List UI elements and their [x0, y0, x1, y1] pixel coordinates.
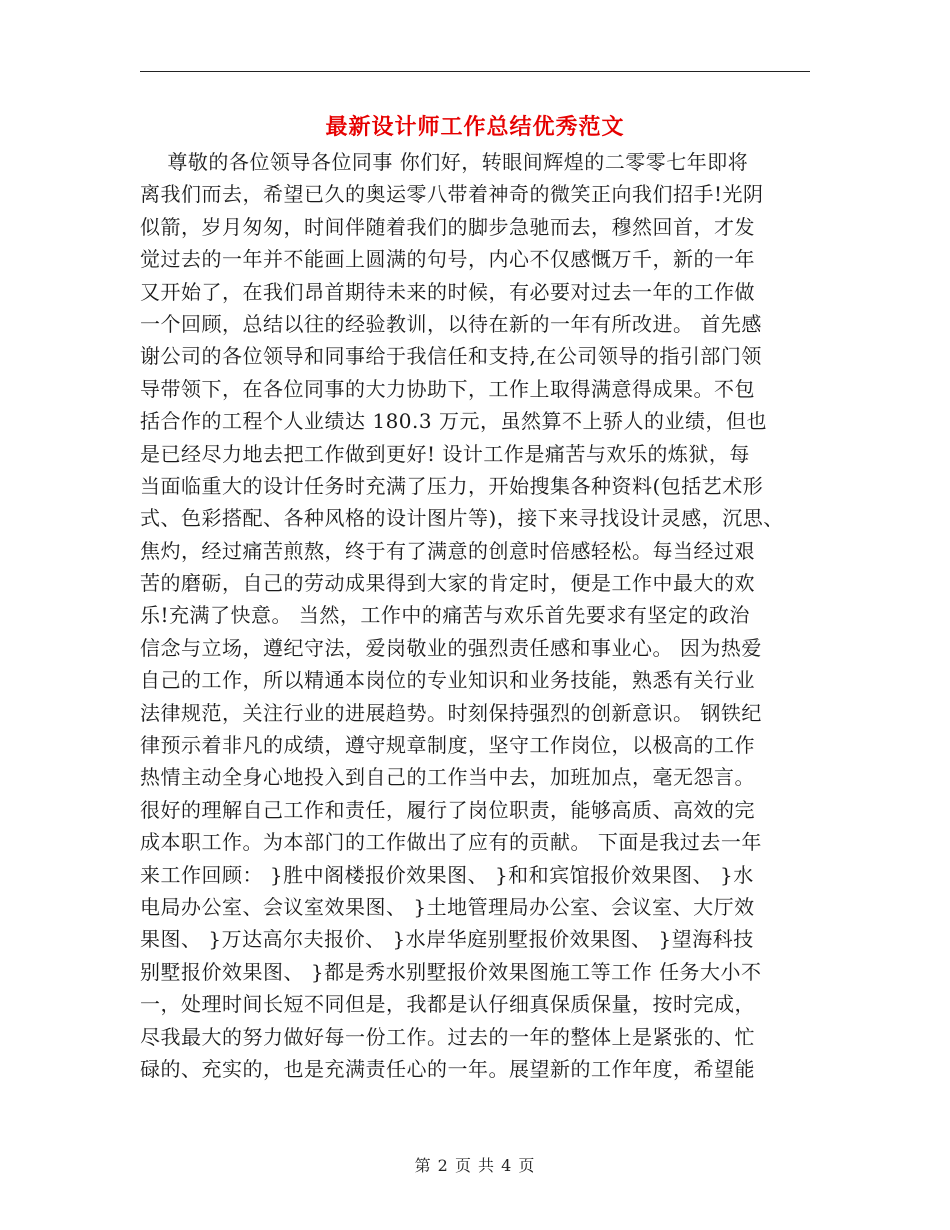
- text-line: 果图、 }万达高尔夫报价、 }水岸华庭别墅报价效果图、 }望海科技: [140, 927, 754, 952]
- text-line: 来工作回顾： }胜中阁楼报价效果图、 }和和宾馆报价效果图、 }水: [140, 862, 754, 887]
- text-line: 式、色彩搭配、各种风格的设计图片等)，接下来寻找设计灵感，沉思、: [140, 506, 784, 531]
- text-line: 觉过去的一年并不能画上圆满的句号，内心不仅感慨万千，新的一年: [140, 247, 755, 272]
- text-line: 一个回顾，总结以往的经验教训，以待在新的一年有所改进。 首先感: [140, 311, 762, 336]
- text-line: 离我们而去，希望已久的奥运零八带着神奇的微笑正向我们招手!光阴: [140, 182, 764, 207]
- text-line: 是已经尽力地去把工作做到更好! 设计工作是痛苦与欢乐的炼狱，每: [140, 441, 750, 466]
- text-line: 法律规范，关注行业的进展趋势。时刻保持强烈的创新意识。 钢铁纪: [140, 700, 762, 725]
- text-line: 成本职工作。为本部门的工作做出了应有的贡献。 下面是我过去一年: [140, 830, 762, 855]
- document-title: 最新设计师工作总结优秀范文: [325, 115, 625, 140]
- text-line: 乐!充满了快意。 当然，工作中的痛苦与欢乐首先要求有坚定的政治: [140, 603, 750, 628]
- text-line: 碌的、充实的，也是充满责任心的一年。展望新的工作年度，希望能: [140, 1056, 755, 1081]
- text-line: 自己的工作，所以精通本岗位的专业知识和业务技能，熟悉有关行业: [140, 668, 755, 693]
- text-line: 苦的磨砺，自己的劳动成果得到大家的肯定时，便是工作中最大的欢: [140, 571, 755, 596]
- body-text: [140, 146, 800, 1085]
- text-line: 别墅报价效果图、 }都是秀水别墅报价效果图施工等工作 任务大小不: [140, 959, 762, 984]
- text-line: 很好的理解自己工作和责任，履行了岗位职责，能够高质、高效的完: [140, 797, 755, 822]
- text-line: 又开始了，在我们昂首期待未来的时候，有必要对过去一年的工作做: [140, 279, 755, 304]
- text-line: 信念与立场，遵纪守法，爱岗敬业的强烈责任感和事业心。 因为热爱: [140, 635, 762, 660]
- text-line: 焦灼，经过痛苦煎熬，终于有了满意的创意时倍感轻松。每当经过艰: [140, 538, 755, 563]
- text-line: 尽我最大的努力做好每一份工作。过去的一年的整体上是紧张的、忙: [140, 1024, 755, 1049]
- text-line: 律预示着非凡的成绩，遵守规章制度，坚守工作岗位，以极高的工作: [140, 733, 755, 758]
- text-line: 热情主动全身心地投入到自己的工作当中去，加班加点，毫无怨言。: [140, 765, 755, 790]
- page-number: 第 2 页 共 4 页: [414, 1156, 536, 1175]
- text-line: 括合作的工程个人业绩达 180.3 万元，虽然算不上骄人的业绩，但也: [140, 409, 767, 434]
- text-line: 当面临重大的设计任务时充满了压力，开始搜集各种资料(包括艺术形: [140, 473, 764, 498]
- header-rule: [140, 71, 810, 72]
- text-line: 谢公司的各位领导和同事给于我信任和支持,在公司领导的指引部门领: [140, 344, 762, 369]
- text-line: 一，处理时间长短不同但是，我都是认仔细真保质保量，按时完成，: [140, 992, 755, 1017]
- text-line: 尊敬的各位领导各位同事 你们好，转眼间辉煌的二零零七年即将: [140, 150, 749, 174]
- text-line: 似箭，岁月匆匆，时间伴随着我们的脚步急驰而去，穆然回首，才发: [140, 214, 755, 239]
- text-line: 导带领下，在各位同事的大力协助下，工作上取得满意得成果。不包: [140, 376, 755, 401]
- text-line: 电局办公室、会议室效果图、 }土地管理局办公室、会议室、大厅效: [140, 894, 755, 919]
